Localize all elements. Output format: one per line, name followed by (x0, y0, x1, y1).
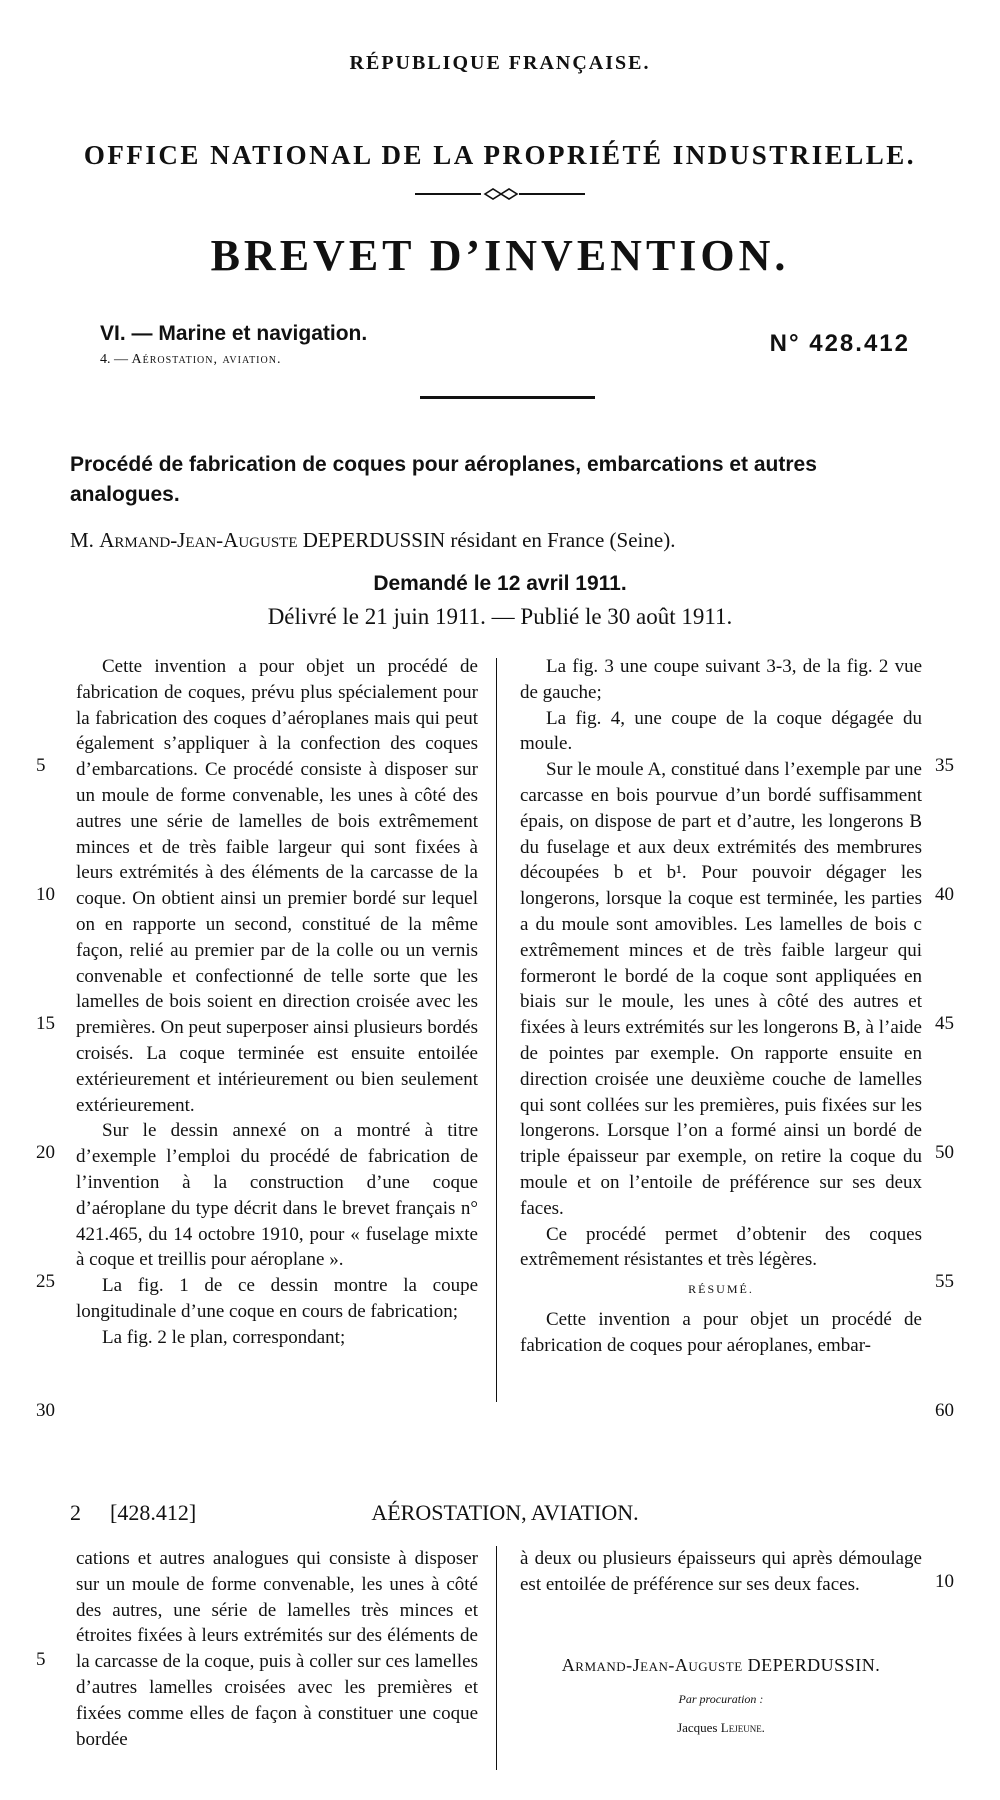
line-number: 5 (36, 1649, 46, 1670)
paragraph: Cette invention a pour objet un procédé de fabrication de coques pour aéroplanes, embar- (520, 1308, 922, 1356)
inventor-residence: résidant en France (Seine). (450, 528, 676, 552)
inventor-line (70, 528, 930, 553)
paragraph: La fig. 1 de ce dessin montre la coupe longitudinale d’une coque en cours de fabrication; (76, 1275, 478, 1322)
brevet-title: BREVET D’INVENTION. (210, 231, 790, 280)
patent-number: N° 428.412 (769, 330, 910, 357)
page2-number: 2 (70, 1500, 81, 1525)
category-2-label: Aérostation, aviation. (131, 352, 282, 367)
inventor-given-names: Armand-Jean-Auguste (99, 528, 298, 552)
invention-title: Procédé de fabrication de coques pour aéroplanes, embarcations et autres analogues. (70, 453, 817, 506)
paragraph: Sur le dessin annexé on a montré à titre d’exemple l’emploi du procédé de fabrication de l’invention à la construction d’une coque d’aéroplane du type décrit dans le brevet français n° 421.465, du 14 octobre 1910, pour « fuselage mixte à coque et treillis pour aéroplane ». (76, 1120, 478, 1271)
signature-agent (520, 1720, 922, 1736)
page2-ref: [428.412] (110, 1500, 197, 1525)
page2-right-column (520, 1546, 922, 1598)
line-number: 5 (36, 755, 46, 776)
paragraph: Ce procédé permet d’obtenir des coques extrêmement résistantes et très légères. (520, 1223, 922, 1271)
resume-heading: RÉSUMÉ. (688, 1282, 754, 1297)
column-divider (496, 1546, 497, 1770)
column-divider (496, 658, 497, 1402)
paragraph: cations et autres analogues qui consiste à disposer sur un moule de forme convenable, les unes à côté des autres, une série de lamelles très minces et étroites fixées à leurs extrémités sur des éléments de la carcasse de la coque, puis à coller sur ces lamelles d’autres lamelles croisées avec les premières et fixées comme elles de façon à constituer une coque bordée (76, 1548, 478, 1750)
paragraph: Sur le moule A, constitué dans l’exemple par une carcasse en bois pourvue d’un bordé suffisamment épais, on dispose de part et d’autre, les longerons B du fuselage et aux deux extrémités des membrures découpées b et b¹. Pour pouvoir dégager les longerons, lorsque la coque est terminée, les parties a du moule sont amovibles. Les lamelles de bois c extrêmement minces et de très faible largeur qui formeront le bordé de la coque sont appliquées en biais sur le moule, les unes à côté des autres et fixées à leurs extrémités sur les longerons B, à l’aide de pointes par exemple. On rapporte ensuite en direction croisée une deuxième couche de lamelles qui sont collées sur les premières, puis fixées sur les longerons. Lorsque l’on a formé ainsi un bordé de triple épaisseur par exemple, on retire la coque du moule et on l’entoile de préférence sur ses deux faces. (520, 759, 922, 1219)
agent-last-name: Lejeune. (720, 1720, 765, 1735)
agent-first-name: Jacques (677, 1720, 718, 1735)
title-rule (420, 396, 595, 399)
category-line-1: VI. — Marine et navigation. (100, 322, 368, 345)
date-demande: Demandé le 12 avril 1911. (373, 572, 627, 595)
line-number: 50 (935, 1142, 954, 1163)
date-delivre-publie: Délivré le 21 juin 1911. — Publié le 30 août 1911. (267, 604, 733, 629)
line-number: 20 (36, 1142, 55, 1163)
paragraph: La fig. 4, une coupe de la coque dégagée du moule. (520, 707, 922, 755)
paragraph: à deux ou plusieurs épaisseurs qui après démoulage est entoilée de préférence sur ses deux faces. (520, 1548, 922, 1595)
line-number: 30 (36, 1400, 55, 1421)
page2-running-title: AÉROSTATION, AVIATION. (371, 1500, 639, 1525)
inventor-prefix: M. (70, 528, 94, 552)
signature-procuration: Par procuration : (678, 1692, 764, 1706)
ornament-divider (415, 184, 585, 204)
paragraph: Cette invention a pour objet un procédé de fabrication de coques, prévu plus spécialement pour la fabrication des coques d’aéroplanes mais qui peut également s’appliquer à la confection des coques d’embarcations. Ce procédé consiste à disposer sur un moule de forme convenable, les unes à côté des autres une série de lamelles de bois extrêmement minces et de très faible largeur qui sont fixées à leurs extrémités à des éléments de la carcasse de la coque. On obtient ainsi un premier bordé sur lequel on en rapporte un second, constitué de la même façon, relié au premier par de la colle ou un vernis convenable et confectionné de telle sorte que les lamelles de bois soient en direction croisée avec les premières. On peut superposer ainsi plusieurs bordés croisés. La coque terminée est ensuite entoilée extérieurement et intérieurement ou bien seulement extérieurement. (76, 656, 478, 1116)
line-number: 60 (935, 1400, 954, 1421)
signature-surname: DEPERDUSSIN. (747, 1655, 881, 1675)
line-number: 55 (935, 1271, 954, 1292)
category-2-number: 4. — (100, 352, 128, 367)
signature-given-names: Armand-Jean-Auguste (561, 1655, 743, 1675)
paragraph: La fig. 3 une coupe suivant 3-3, de la fig. 2 vue de gauche; (520, 656, 922, 703)
page1-left-column (76, 654, 478, 1351)
paragraph: La fig. 2 le plan, correspondant; (102, 1326, 346, 1348)
office-heading: OFFICE NATIONAL DE LA PROPRIÉTÉ INDUSTRIELLE. (83, 140, 917, 170)
line-number: 10 (935, 1571, 954, 1592)
inventor-surname: DEPERDUSSIN (302, 528, 446, 552)
page2-left-column (76, 1546, 478, 1752)
signature-name (520, 1655, 922, 1676)
line-number: 25 (36, 1271, 55, 1292)
line-number: 45 (935, 1013, 954, 1034)
line-number: 40 (935, 884, 954, 905)
line-number: 15 (36, 1013, 55, 1034)
line-number: 35 (935, 755, 954, 776)
page1-right-column (520, 654, 922, 1359)
line-number: 10 (36, 884, 55, 905)
republique-heading: RÉPUBLIQUE FRANÇAISE. (349, 52, 651, 74)
